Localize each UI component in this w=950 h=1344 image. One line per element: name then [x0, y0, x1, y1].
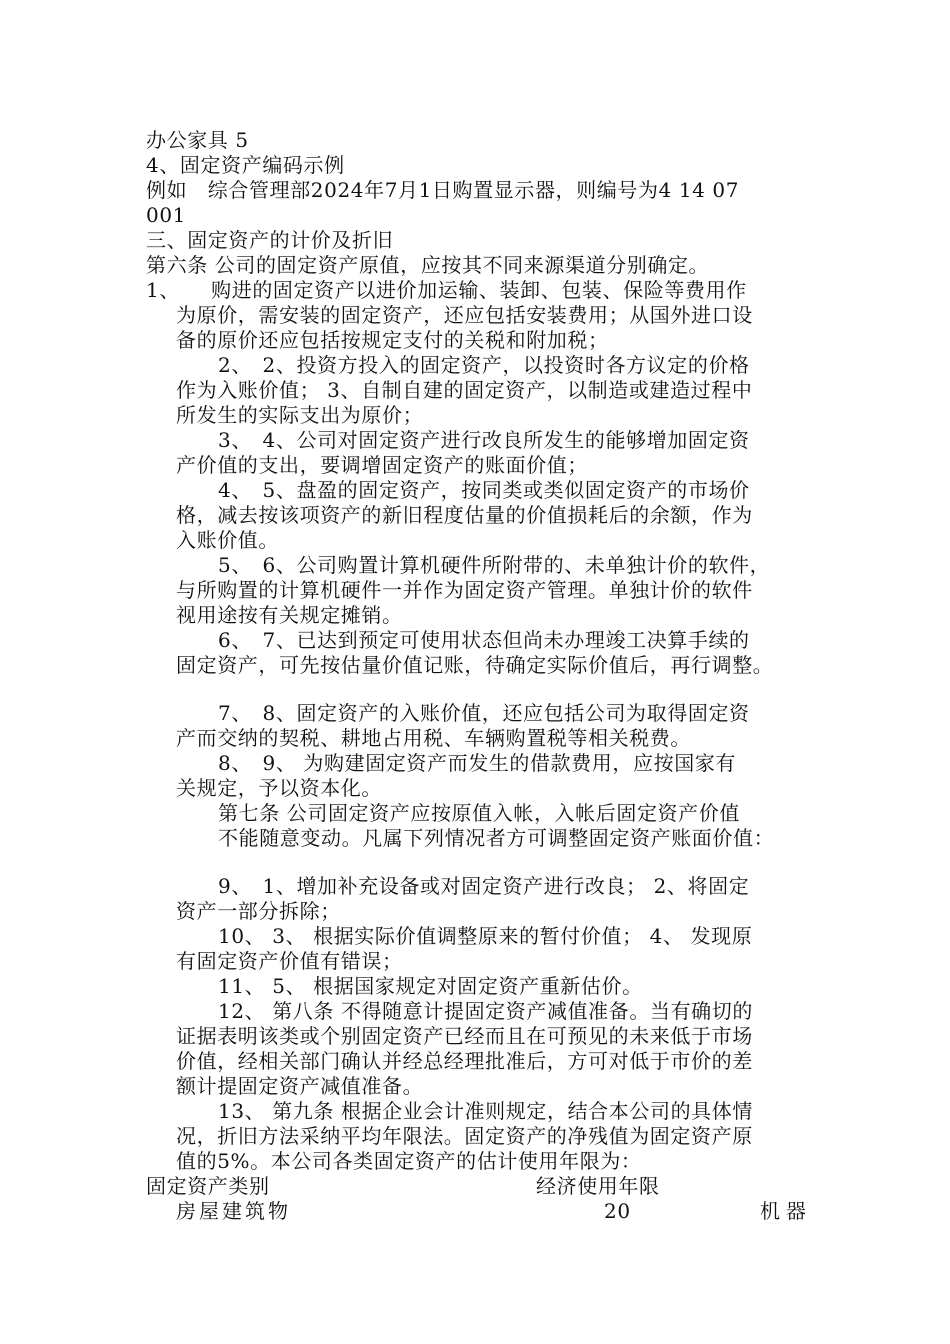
list-item-line: 所发生的实际支出为原价； [176, 403, 424, 427]
list-item-line: 12、 第八条 不得随意计提固定资产减值准备。当有确切的 [218, 999, 753, 1023]
section-heading: 三、固定资产的计价及折旧 [146, 228, 394, 252]
list-item-line: 1、 购进的固定资产以进价加运输、装卸、包装、保险等费用作 [146, 278, 747, 302]
table-header-category: 固定资产类别 [146, 1174, 270, 1198]
list-item-line: 2、 2、投资方投入的固定资产，以投资时各方议定的价格 [218, 353, 750, 377]
article-line: 第七条 公司固定资产应按原值入帐，入帐后固定资产价值 [218, 801, 740, 825]
table-cell-next-category: 机器 [760, 1199, 812, 1223]
article-line: 第六条 公司的固定资产原值，应按其不同来源渠道分别确定。 [146, 253, 710, 277]
article-line: 不能随意变动。凡属下列情况者方可调整固定资产账面价值： [218, 826, 775, 850]
text-line: 例如 综合管理部2024年7月1日购置显示器，则编号为4 14 07 [146, 178, 740, 202]
table-cell-life: 20 [604, 1199, 631, 1223]
list-item-line: 6、 7、已达到预定可使用状态但尚未办理竣工决算手续的 [218, 628, 750, 652]
list-item-line: 视用途按有关规定摊销。 [176, 603, 403, 627]
text-line: 001 [146, 203, 186, 227]
list-item-line: 5、 6、公司购置计算机硬件所附带的、未单独计价的软件， [218, 553, 771, 577]
list-item-line: 证据表明该类或个别固定资产已经而且在可预见的未来低于市场 [176, 1024, 753, 1048]
list-item-line: 产价值的支出，要调增固定资产的账面价值； [176, 453, 588, 477]
list-item-line: 13、 第九条 根据企业会计准则规定，结合本公司的具体情 [218, 1099, 753, 1123]
list-item-line: 况，折旧方法采纳平均年限法。固定资产的净残值为固定资产原 [176, 1124, 753, 1148]
list-item-line: 资产一部分拆除； [176, 899, 341, 923]
section-heading: 4、固定资产编码示例 [146, 153, 345, 177]
list-item-line: 额计提固定资产减值准备。 [176, 1074, 424, 1098]
list-item-line: 7、 8、固定资产的入账价值，还应包括公司为取得固定资 [218, 701, 750, 725]
list-item-line: 关规定，予以资本化。 [176, 776, 382, 800]
list-item-line: 入账价值。 [176, 528, 279, 552]
list-item-line: 4、 5、盘盈的固定资产，按同类或类似固定资产的市场价 [218, 478, 750, 502]
list-item-line: 格，减去按该项资产的新旧程度估量的价值损耗后的余额，作为 [176, 503, 753, 527]
list-item-line: 作为入账价值； 3、自制自建的固定资产，以制造或建造过程中 [176, 378, 753, 402]
list-item-line: 为原价，需安装的固定资产，还应包括安装费用；从国外进口设 [176, 303, 753, 327]
list-item-line: 9、 1、增加补充设备或对固定资产进行改良； 2、将固定 [218, 874, 750, 898]
list-item-line: 10、 3、 根据实际价值调整原来的暂付价值； 4、 发现原 [218, 924, 753, 948]
list-item-line: 11、 5、 根据国家规定对固定资产重新估价。 [218, 974, 643, 998]
list-item-line: 备的原价还应包括按规定支付的关税和附加税； [176, 328, 609, 352]
list-item-line: 有固定资产价值有错误； [176, 949, 403, 973]
list-item-line: 值的5%。本公司各类固定资产的估计使用年限为： [176, 1149, 642, 1173]
list-item-line: 8、 9、 为购建固定资产而发生的借款费用，应按国家有 [218, 751, 737, 775]
list-item-line: 固定资产，可先按估量价值记账，待确定实际价值后，再行调整。 [176, 653, 774, 677]
list-item-line: 3、 4、公司对固定资产进行改良所发生的能够增加固定资 [218, 428, 750, 452]
list-item-line: 价值，经相关部门确认并经总经理批准后，方可对低于市价的差 [176, 1049, 753, 1073]
table-cell-category: 房屋建筑物 [176, 1199, 291, 1223]
table-header-life: 经济使用年限 [536, 1174, 660, 1198]
text-line: 办公家具 5 [146, 128, 249, 152]
list-item-line: 产而交纳的契税、耕地占用税、车辆购置税等相关税费。 [176, 726, 691, 750]
list-item-line: 与所购置的计算机硬件一并作为固定资产管理。单独计价的软件 [176, 578, 753, 602]
